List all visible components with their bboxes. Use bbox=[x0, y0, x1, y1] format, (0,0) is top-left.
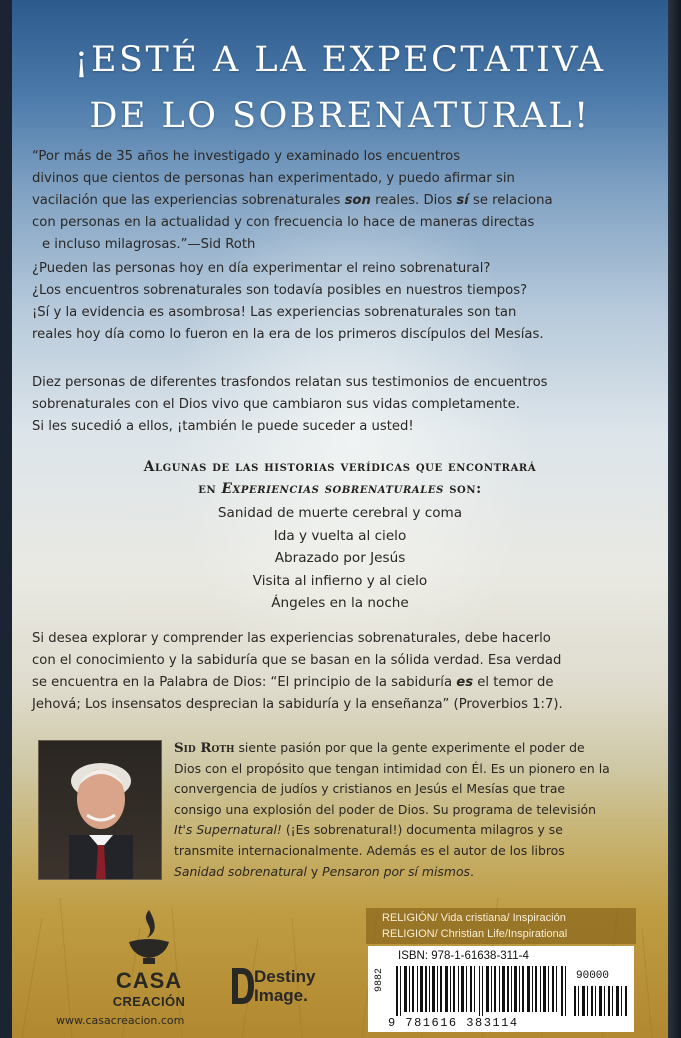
stories-list bbox=[12, 502, 668, 615]
list-item: Ida y vuelta al cielo bbox=[273, 527, 407, 544]
isbn-barcode bbox=[396, 966, 568, 1016]
book-spine-edge bbox=[0, 0, 12, 1038]
quote-line: vacilación que las experiencias sobrenaturales son reales. Dios sí se relaciona bbox=[32, 193, 553, 208]
background-edge bbox=[668, 0, 681, 1038]
paragraph-line: reales hoy día como lo fueron en la era de los primeros discípulos del Mesías. bbox=[32, 327, 544, 342]
paragraph-line: Si les sucedió a ellos, ¡también le puede suceder a usted! bbox=[32, 419, 414, 434]
flame-cup-icon bbox=[119, 906, 179, 966]
list-item: Abrazado por Jesús bbox=[274, 550, 406, 566]
casa-creacion-logo bbox=[84, 906, 214, 1014]
destiny-image-logo bbox=[230, 966, 350, 1010]
paragraph-line: se encuentra en la Palabra de Dios: “El principio de la sabiduría es el temor de bbox=[32, 675, 554, 690]
side-code: 9882 bbox=[374, 967, 385, 992]
paragraph-line: ¿Pueden las personas hoy en día experimentar el reino sobrenatural? bbox=[32, 261, 491, 276]
casa-name: CASA bbox=[115, 968, 183, 993]
paragraph-line: sobrenaturales con el Dios vivo que cambiaron sus vidas completamente. bbox=[32, 397, 520, 412]
quote-line: “Por más de 35 años he investigado y examinado los encuentros bbox=[32, 149, 461, 164]
testimonies-paragraph bbox=[32, 372, 662, 438]
list-item: Sanidad de muerte cerebral y coma bbox=[217, 505, 463, 521]
sid-roth-quote bbox=[32, 146, 662, 256]
stories-heading: Algunas de las historias verídicas que encontrará en Experiencias sobrenaturales son: bbox=[143, 459, 537, 497]
list-item: Ángeles en la noche bbox=[271, 595, 409, 611]
quote-line: divinos que cientos de personas han experimentado, y puedo afirmar sin bbox=[32, 171, 515, 186]
paragraph-line: Si desea explorar y comprender las experiencias sobrenaturales, debe hacerlo bbox=[32, 631, 551, 646]
book-back-cover bbox=[12, 0, 668, 1038]
headline-line-1: ¡ESTÉ A LA EXPECTATIVA bbox=[74, 40, 606, 80]
publisher-website: www.casacreacion.com bbox=[56, 1014, 185, 1027]
category-english: RELIGION/ Christian Life/Inspirational bbox=[382, 928, 568, 940]
author-bio: Sid Roth siente pasión por que la gente experimente el poder de Dios con el propósito que tengan intimidad con Él. Es un pionero en la convergencia de judíos y cristianos en Jesús el Mesías que trae consigo una explosión del poder de Dios. Su programa de televisión It's Supernatural! (¡Es sobrenatural!) documenta milagros y se transmite internacionalmente. Además es el autor de los libros Sanidad sobrenatural y Pensaron por sí mismos. bbox=[174, 740, 610, 879]
paragraph-line: con el conocimiento y la sabiduría que se basan en la sólida verdad. Esa verdad bbox=[32, 653, 562, 668]
intro-paragraph bbox=[32, 258, 662, 346]
barcode-panel bbox=[368, 946, 634, 1032]
tv-show-title: It's Supernatural! bbox=[174, 822, 282, 838]
destiny-wordmark: Destiny Image. bbox=[254, 967, 316, 1005]
paragraph-line: Diez personas de diferentes trasfondos relatan sus testimonios de encuentros bbox=[32, 375, 548, 390]
paragraph-line: ¡Sí y la evidencia es asombrosa! Las experiencias sobrenaturales son tan bbox=[32, 305, 517, 320]
barcode-digits: 9 781616 383114 bbox=[388, 1016, 519, 1030]
paragraph-line: Jehová; Los insensatos desprecian la sabiduría y la enseñanza” (Proverbios 1:7). bbox=[32, 697, 563, 712]
price-code: 90000 bbox=[576, 970, 610, 982]
author-name: Sid Roth bbox=[174, 740, 235, 756]
isbn-number: ISBN: 978-1-61638-311-4 bbox=[398, 950, 529, 962]
list-item: Visita al infierno y al cielo bbox=[252, 572, 428, 589]
wisdom-paragraph bbox=[32, 628, 662, 716]
casa-subtitle: CREACIÓN bbox=[112, 994, 186, 1009]
destiny-d-icon bbox=[230, 966, 256, 1006]
category-spanish: RELIGIÓN/ Vida cristiana/ Inspiración bbox=[382, 912, 566, 924]
category-band bbox=[366, 908, 636, 944]
paragraph-line: ¿Los encuentros sobrenaturales son todavía posibles en nuestros tiempos? bbox=[32, 283, 528, 298]
headline-line-2: DE LO SOBRENATURAL! bbox=[89, 96, 591, 136]
author-photo bbox=[38, 740, 162, 880]
book-title: Experiencias sobrenaturales bbox=[221, 481, 444, 497]
quote-line: e incluso milagrosas.”—Sid Roth bbox=[42, 237, 256, 252]
price-barcode bbox=[574, 986, 630, 1016]
quote-line: con personas en la actualidad y con frecuencia lo hace de maneras directas bbox=[32, 215, 535, 230]
